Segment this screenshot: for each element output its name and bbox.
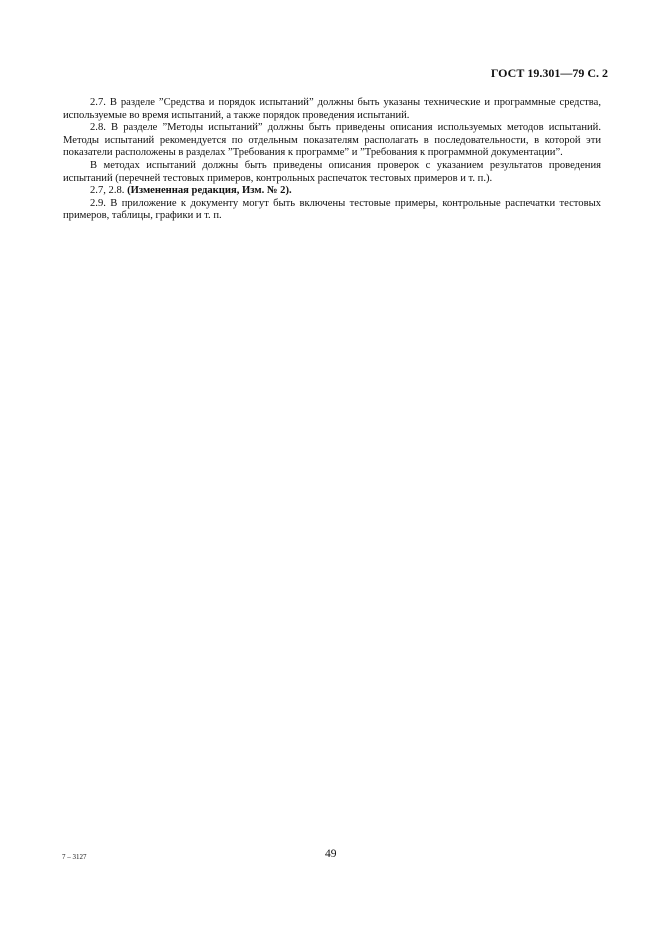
- amendment-note-prefix: 2.7, 2.8.: [90, 185, 128, 197]
- paragraph-2-8: 2.8. В разделе ”Методы испытаний” должны быть приведены описания используемых методов испытаний. Методы испытаний рекомендуется по отдельным показателям располагать в последовательности, в которой эти показатели расположены в разделах ”Требования к программе” и ”Требования к программной документации”.: [63, 122, 601, 159]
- print-code: 7 – 3127: [62, 853, 87, 861]
- amendment-note: [63, 185, 601, 198]
- paragraph-test-methods: В методах испытаний должны быть приведены описания проверок с указанием результатов проведения испытаний (перечней тестовых примеров, контрольных распечаток тестовых примеров и т. п.).: [63, 159, 601, 184]
- paragraph-2-9: 2.9. В приложение к документу могут быть включены тестовые примеры, контрольные распечатки тестовых примеров, таблицы, графики и т. п.: [63, 197, 601, 222]
- page-number: 49: [325, 848, 337, 860]
- document-body: [63, 97, 601, 223]
- amendment-note-bold: (Измененная редакция, Изм. № 2).: [127, 185, 292, 197]
- paragraph-2-7: 2.7. В разделе ”Средства и порядок испытаний” должны быть указаны технические и программные средства, используемые во время испытаний, а также порядок проведения испытаний.: [63, 97, 601, 121]
- page-header: ГОСТ 19.301—79 С. 2: [490, 66, 608, 80]
